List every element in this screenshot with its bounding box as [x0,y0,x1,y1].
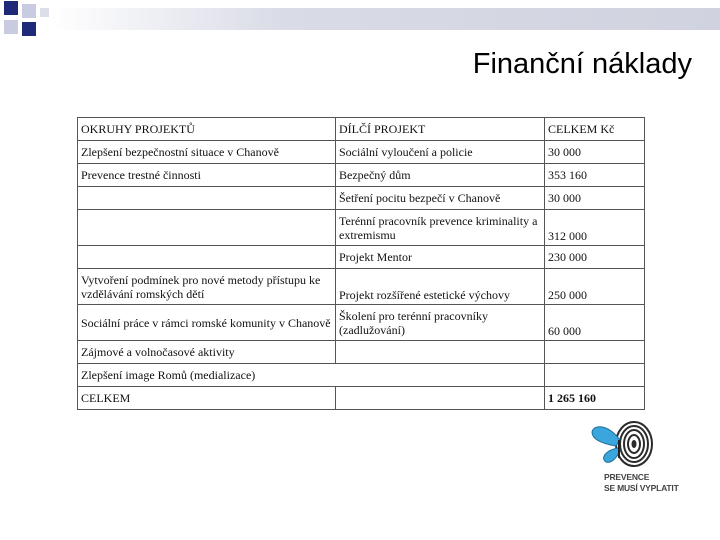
table-row [78,305,645,341]
column-header: DÍLČÍ PROJEKT [336,118,545,141]
table-cell-amount: 30 000 [545,141,645,164]
table-cell-project: Sociální vyloučení a policie [336,141,545,164]
table-row [78,164,645,187]
table-cell-amount [545,341,645,364]
table-cell-area [78,187,336,210]
table-row [78,187,645,210]
blue-wing [592,427,620,463]
deco-square [4,1,18,15]
table-cell-amount: 250 000 [545,269,645,305]
table-cell-project [336,364,545,387]
table-cell-project [336,341,545,364]
table-cell-project [336,387,545,410]
table-row [78,364,645,387]
table-row [78,141,645,164]
header-gradient-bar [50,8,720,30]
table-cell-project: Terénní pracovník prevence kriminality a extremismu [336,210,545,246]
table-cell-project: Školení pro terénní pracovníky (zadlužování) [336,305,545,341]
table-cell-area: Zájmové a volnočasové aktivity [78,341,336,364]
table-cell-amount: 312 000 [545,210,645,246]
table-cell-project: Šetření pocitu bezpečí v Chanově [336,187,545,210]
table-cell-project: Projekt rozšířené estetické výchovy [336,269,545,305]
deco-square [22,4,36,18]
table-cell-amount [545,364,645,387]
table-cell-project: Bezpečný dům [336,164,545,187]
table-cell-project: Projekt Mentor [336,246,545,269]
deco-square [4,20,18,34]
logo-line-2: SE MUSÍ VYPLATIT [604,483,679,493]
table-header-row [78,118,645,141]
total-value: 1 265 160 [545,387,645,410]
table-cell-area: Prevence trestné činnosti [78,164,336,187]
table-row [78,341,645,364]
table-cell-area [78,210,336,246]
table-total-row [78,387,645,410]
table-row [78,210,645,246]
deco-square [40,8,49,17]
fingerprint-wing [616,422,652,466]
table-row [78,269,645,305]
logo-text [604,472,679,494]
deco-square [22,22,36,36]
page-title: Finanční náklady [472,48,692,80]
column-header: OKRUHY PROJEKTŮ [78,118,336,141]
table-cell-area: Zlepšení bezpečnostní situace v Chanově [78,141,336,164]
table-cell-amount: 60 000 [545,305,645,341]
table-cell-amount: 230 000 [545,246,645,269]
table-cell-amount: 30 000 [545,187,645,210]
logo-line-1: PREVENCE [604,472,650,482]
table-row [78,246,645,269]
column-header: CELKEM Kč [545,118,645,141]
total-label: CELKEM [78,387,336,410]
table-cell-area [78,246,336,269]
table-cell-area: Vytvoření podmínek pro nové metody přístupu ke vzdělávání romských dětí [78,269,336,305]
costs-table [77,117,645,410]
table-cell-area: Zlepšení image Romů (medializace) [78,364,336,387]
table-cell-amount: 353 160 [545,164,645,187]
table-cell-area: Sociální práce v rámci romské komunity v Chanově [78,305,336,341]
